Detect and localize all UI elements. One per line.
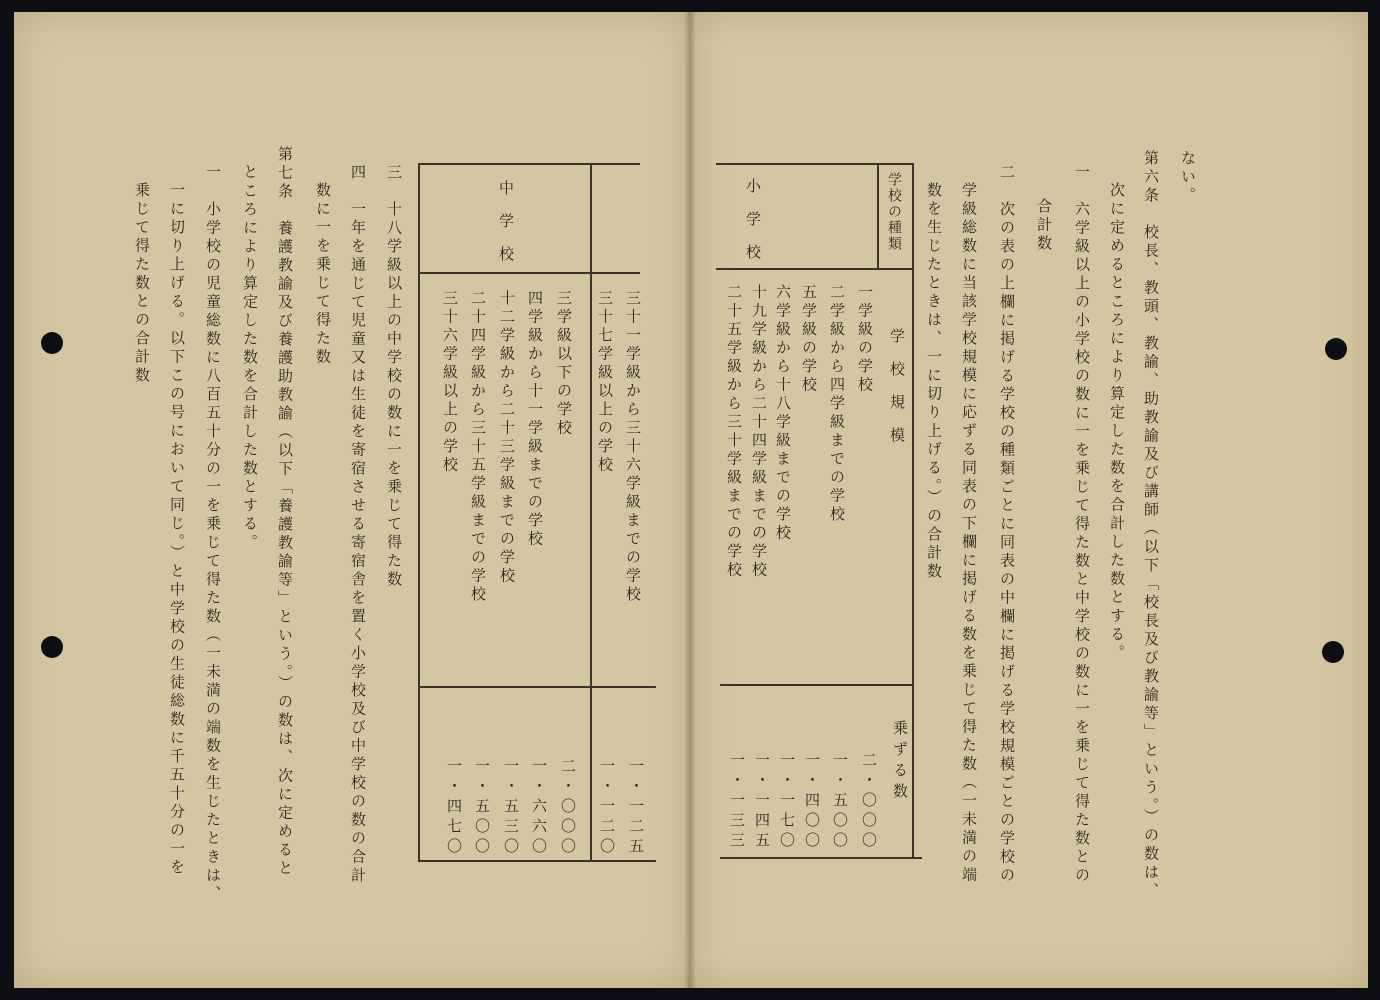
article-6-heading: 第六条 校長、教頭、教諭、助教諭及び講師（以下「校長及び教諭等」という。）の数は、 xyxy=(1142,150,1160,901)
value-cell: 一・一七〇 xyxy=(778,752,796,852)
text-line: 数を生じたときは、一に切り上げる。）の合計数 xyxy=(925,182,943,582)
text-line: ところにより算定した数を合計した数とする。 xyxy=(241,164,259,553)
scale-cell: 三十六学級以上の学校 xyxy=(441,290,459,475)
scale-cell: 二十五学級から三十学級までの学校 xyxy=(725,284,743,580)
value-cell: 一・一二五 xyxy=(627,758,645,858)
scale-cell: 二十四学級から三十五学級までの学校 xyxy=(469,290,487,605)
item-2: 二 次の表の上欄に掲げる学校の種類ごとに同表の中欄に掲げる学校規模ごとの学校の xyxy=(998,164,1016,886)
table-border xyxy=(720,684,912,686)
value-cell: 二・〇〇〇 xyxy=(559,758,577,858)
value-cell: 一・五〇〇 xyxy=(473,758,491,858)
text-line: 乗じて得た数との合計数 xyxy=(133,182,151,386)
text-line: 数に一を乗じて得た数 xyxy=(314,182,332,367)
table-border xyxy=(418,163,420,861)
value-cell: 一・五三〇 xyxy=(502,758,520,858)
punch-hole xyxy=(1325,338,1347,360)
table-border xyxy=(720,857,922,859)
type-elementary: 小学校 xyxy=(744,178,762,277)
book-gutter xyxy=(684,12,696,988)
punch-hole xyxy=(41,332,63,354)
punch-hole xyxy=(41,636,63,658)
scale-cell: 三十一学級から三十六学級までの学校 xyxy=(624,290,642,605)
item-3: 三 十八学級以上の中学校の数に一を乗じて得た数 xyxy=(385,164,403,590)
scale-cell: 十九学級から二十四学級までの学校 xyxy=(750,284,768,580)
value-cell: 一・一二〇 xyxy=(598,758,616,858)
scale-cell: 十二学級から二十三学級までの学校 xyxy=(498,290,516,586)
text-line: 学級総数に当該学校規模に応ずる同表の下欄に掲げる数を乗じて得た数（一未満の端 xyxy=(960,182,978,885)
scale-cell: 二学級から四学級までの学校 xyxy=(828,284,846,525)
scale-cell: 一学級の学校 xyxy=(856,284,874,395)
table-border xyxy=(418,163,640,165)
text-line: 合計数 xyxy=(1035,198,1053,254)
article-7-heading: 第七条 養護教諭及び養護助教諭（以下「養護教諭等」という。）の数は、次に定めると xyxy=(276,146,294,879)
table-border xyxy=(418,686,656,688)
table-border xyxy=(418,860,656,862)
scale-cell: 六学級から十八学級までの学校 xyxy=(774,284,792,543)
table-border xyxy=(912,163,914,858)
table-border xyxy=(418,272,640,274)
table-border xyxy=(590,163,592,861)
scale-cell: 三学級以下の学校 xyxy=(555,290,573,438)
table-border xyxy=(716,163,912,165)
value-cell: 一・一三三 xyxy=(728,752,746,852)
type-middle: 中学校 xyxy=(497,180,515,279)
value-cell: 一・一四五 xyxy=(753,752,771,852)
item-1: 一 六学級以上の小学校の数に一を乗じて得た数と中学校の数に一を乗じて得た数との xyxy=(1073,164,1091,886)
scale-cell: 四学級から十一学級までの学校 xyxy=(526,290,544,549)
header-school-type: 学校の種類 xyxy=(886,172,902,252)
header-multiplier: 乗ずる数 xyxy=(891,720,909,804)
header-school-scale: 学校規模 xyxy=(888,328,906,460)
value-cell: 一・六六〇 xyxy=(530,758,548,858)
table-border xyxy=(877,163,879,268)
item-1-left: 一 小学校の児童総数に八百五十分の一を乗じて得た数（一未満の端数を生じたときは、 xyxy=(204,164,222,904)
text-line: ない。 xyxy=(1179,150,1197,206)
value-cell: 一・四〇〇 xyxy=(803,752,821,852)
item-4: 四 一年を通じて児童又は生徒を寄宿させる寄宿舎を置く小学校及び中学校の数の合計 xyxy=(349,164,367,886)
text-line: 次に定めるところにより算定した数を合計した数とする。 xyxy=(1108,182,1126,663)
scale-cell: 五学級の学校 xyxy=(800,284,818,395)
value-cell: 一・四七〇 xyxy=(445,758,463,858)
value-cell: 一・五〇〇 xyxy=(831,752,849,852)
punch-hole xyxy=(1322,641,1344,663)
scale-cell: 三十七学級以上の学校 xyxy=(596,290,614,475)
value-cell: 二・〇〇〇 xyxy=(860,752,878,852)
text-line: 一に切り上げる。以下この号において同じ。）と中学校の生徒総数に千五十分の一を xyxy=(168,182,186,878)
